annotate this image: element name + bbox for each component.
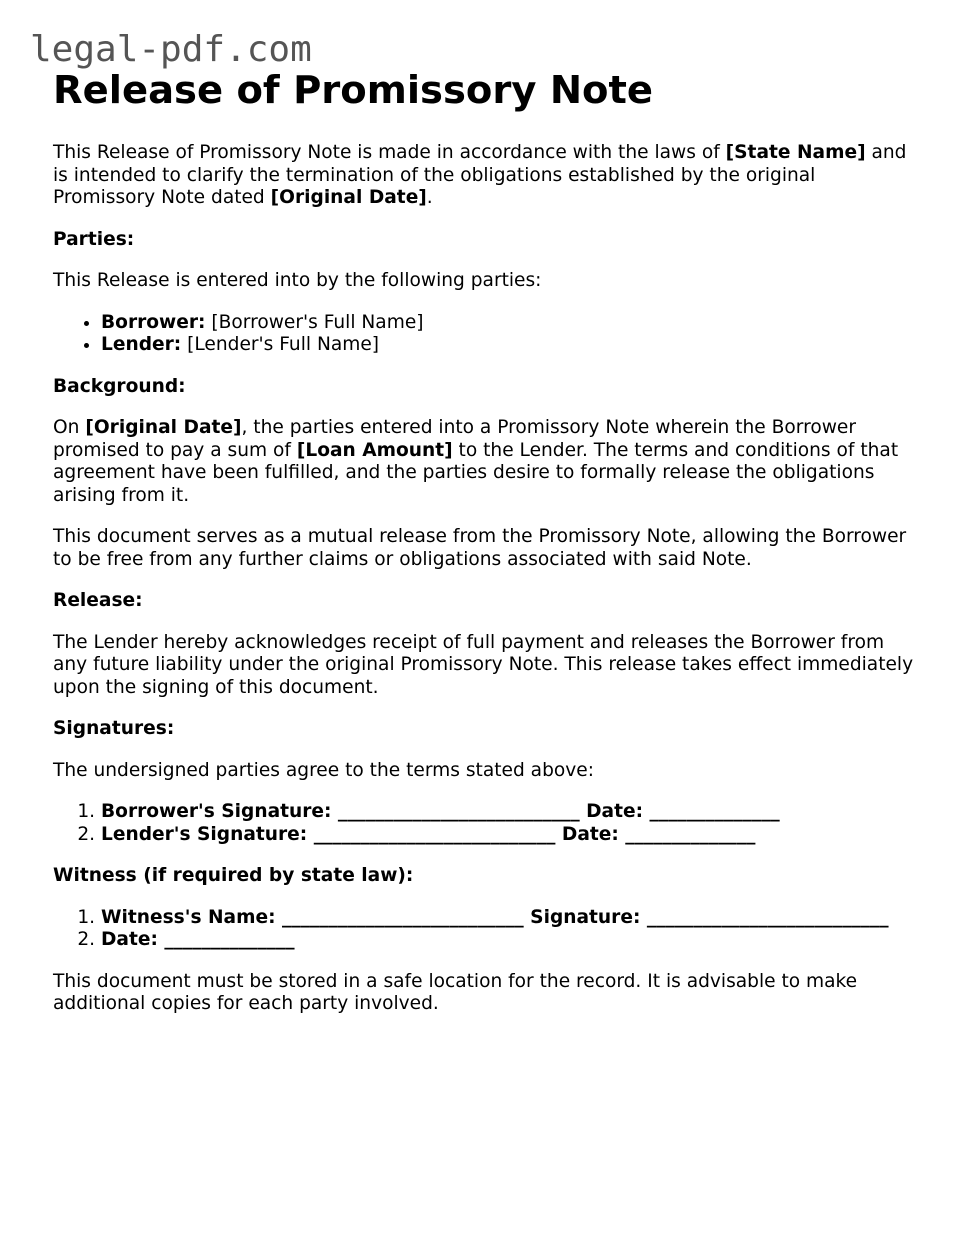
list-item-borrower-signature [101, 801, 923, 824]
intro-text-3: . [426, 187, 433, 208]
signatures-list [53, 801, 923, 846]
intro-text-1: This Release of Promissory Note is made in accordance with the laws of [53, 142, 726, 163]
closing-paragraph: This document must be stored in a safe location for the record. It is advisable to make additional copies for each party involved. [53, 970, 858, 1014]
document-body [53, 68, 923, 1035]
borrower-signature-line: Borrower's Signature: __________________________ Date: ______________ [101, 801, 780, 822]
witness-list [53, 907, 923, 952]
loan-amount-placeholder: [Loan Amount] [296, 439, 453, 461]
signatures-heading: Signatures: [53, 718, 175, 739]
state-name-placeholder: [State Name] [725, 142, 866, 163]
list-item-borrower [101, 312, 923, 335]
witness-name-line: Witness's Name: __________________________ Signature: __________________________ [101, 906, 889, 928]
borrower-value: [Borrower's Full Name] [205, 311, 424, 333]
intro-paragraph [53, 142, 923, 210]
document-title: Release of Promissory Note [53, 68, 654, 113]
lender-value: [Lender's Full Name] [181, 334, 380, 355]
borrower-label: Borrower: [101, 311, 206, 333]
parties-heading: Parties: [53, 228, 135, 250]
release-paragraph: The Lender hereby acknowledges receipt of full payment and releases the Borrower from any future liability under the original Promissory Note. This release takes effect immediately upon the signing of this document. [53, 631, 914, 698]
signatures-lead: The undersigned parties agree to the terms stated above: [53, 759, 594, 781]
lender-signature-line: Lender's Signature: __________________________ Date: ______________ [101, 823, 756, 845]
witness-date-line: Date: ______________ [101, 929, 295, 950]
intro-text-2: and is intended to clarify the termination of the obligations established by the original Promissory Note dated [53, 142, 907, 208]
list-item-lender [101, 334, 923, 357]
witness-heading: Witness (if required by state law): [53, 865, 414, 886]
background-text-3: to the Lender. The terms and conditions of that agreement have been fulfilled, and the parties desire to formally release the obligations arising from it. [53, 439, 899, 506]
original-date-placeholder: [Original Date] [270, 187, 427, 208]
release-heading: Release: [53, 590, 143, 611]
parties-lead: This Release is entered into by the following parties: [53, 270, 542, 291]
background-heading: Background: [53, 375, 186, 397]
list-item-witness-date [101, 929, 923, 952]
parties-list [53, 312, 923, 357]
background-text-2: , the parties entered into a Promissory Note wherein the Borrower promised to pay a sum of [53, 417, 856, 461]
background-date-placeholder: [Original Date] [85, 417, 242, 438]
list-item-witness-name [101, 907, 923, 930]
background-paragraph-1 [53, 417, 923, 507]
watermark: legal-pdf.com [30, 29, 312, 70]
lender-label: Lender: [101, 334, 182, 355]
list-item-lender-signature [101, 824, 923, 847]
background-paragraph-2: This document serves as a mutual release from the Promissory Note, allowing the Borrower to be free from any further claims or obligations associated with said Note. [53, 526, 907, 570]
background-text-1: On [53, 417, 86, 438]
